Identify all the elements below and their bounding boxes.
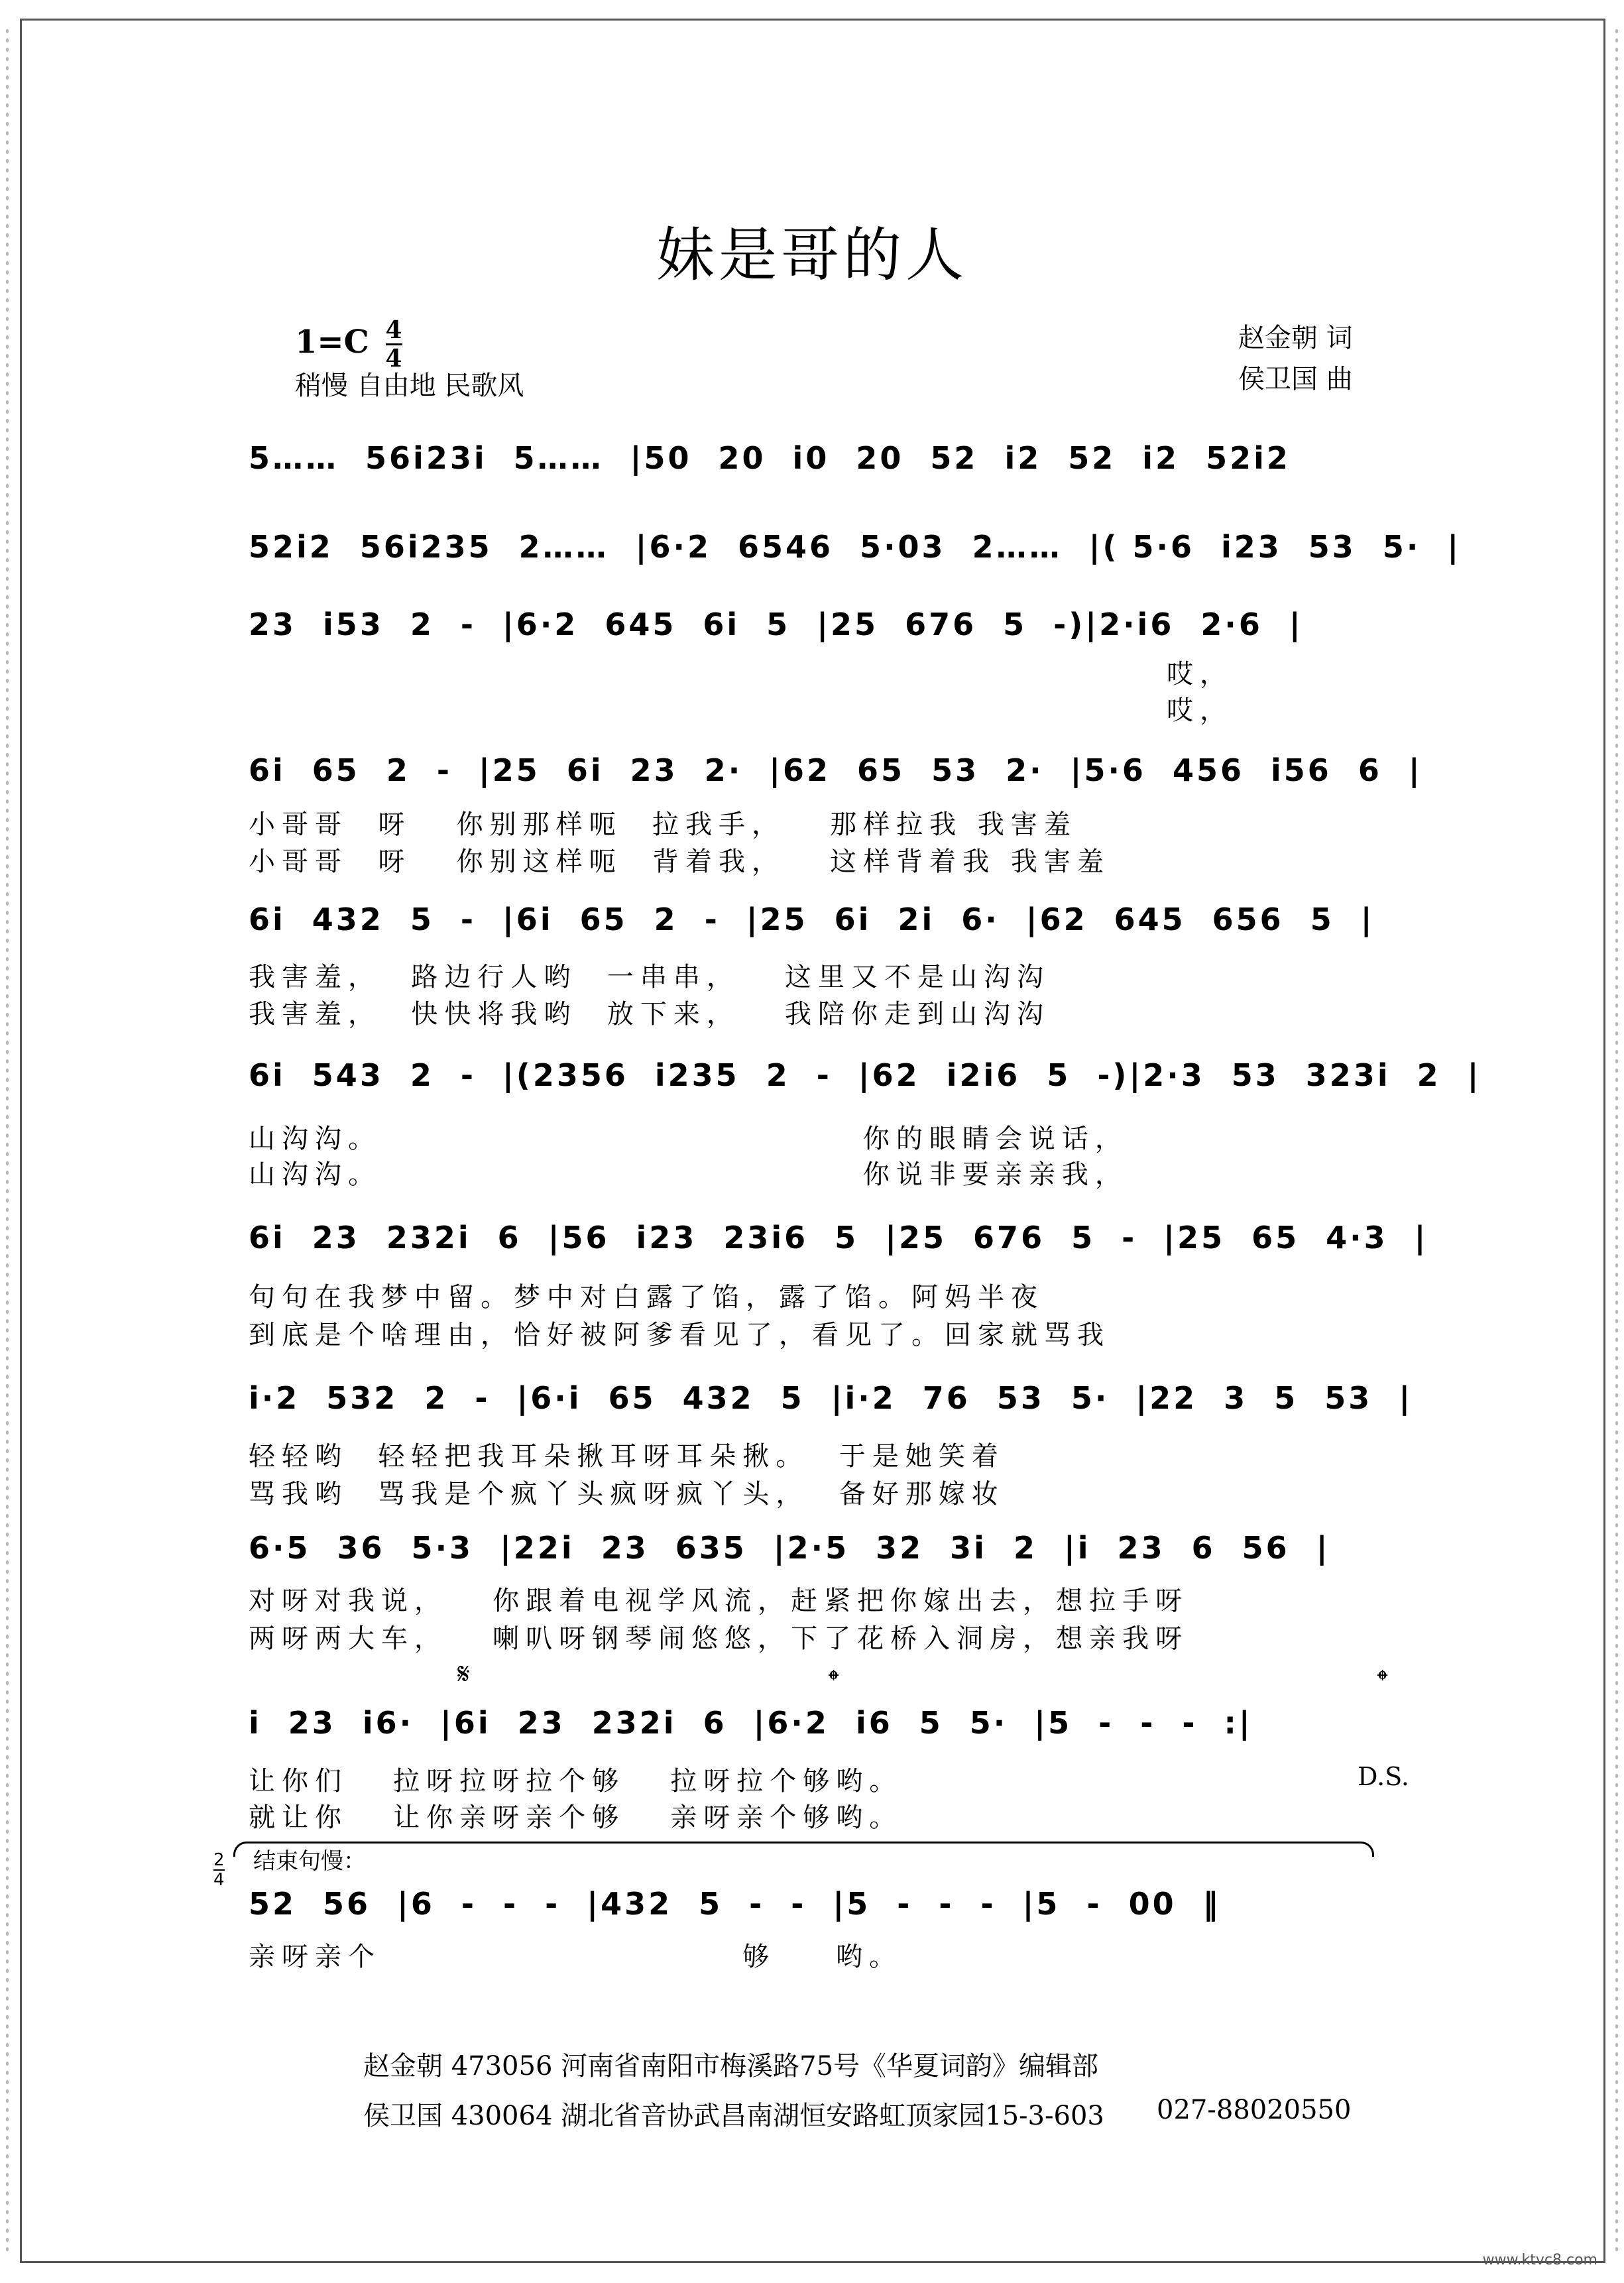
segno-mark: 𝄋 [457, 1657, 470, 1691]
lyric-line-8a: 轻轻哟 轻轻把我耳朵揪耳呀耳朵揪。 于是她笑着 [249, 1441, 1005, 1472]
lyricist-credit: 赵金朝 词 [1238, 323, 1353, 353]
score-line-6: 6i 543 2 - |(2356 i235 2 - |62 i2i6 5 -)|2·3 53 323i 2 | [249, 1057, 1481, 1093]
score-line-10: i 23 i6· |6i 23 232i 6 |6·2 i6 5 5· |5 - - - :| [249, 1705, 1253, 1741]
lyric-line-7b: 到底是个啥理由，恰好被阿爹看见了，看见了。回家就骂我 [249, 1320, 1110, 1350]
lyric-line-4a: 小哥哥 呀 你别那样呃 拉我手， 那样拉我 我害羞 [249, 809, 1077, 840]
score-line-8: i·2 532 2 - |6·i 65 432 5 |i·2 76 53 5· |22 3 5 53 | [249, 1380, 1413, 1416]
score-line-3: 23 i53 2 - |6·2 645 6i 5 |25 676 5 -)|2·i6 2·6 | [249, 607, 1303, 642]
lyric-line-4b: 小哥哥 呀 你别这样呃 背着我， 这样背着我 我害羞 [249, 847, 1110, 877]
lyric-line-9a: 对呀对我说， 你跟着电视学风流，赶紧把你嫁出去，想拉手呀 [249, 1586, 1189, 1616]
ending-ts-bottom: 4 [213, 1870, 225, 1890]
lyric-line-3b: 哎， [1167, 695, 1233, 726]
time-signature-top: 4 [385, 316, 402, 344]
address-line-1: 赵金朝 473056 河南省南阳市梅溪路75号《华夏词韵》编辑部 [363, 2051, 1099, 2081]
right-border-decoration [1613, 27, 1620, 2256]
lyric-line-6a: 山沟沟。 你的眼睛会说话， [249, 1124, 1128, 1154]
lyric-line-5b: 我害羞， 快快将我哟 放下来， 我陪你走到山沟沟 [249, 999, 1051, 1029]
key-label: 1=C [295, 323, 369, 361]
lyric-line-5a: 我害羞， 路边行人哟 一串串， 这里又不是山沟沟 [249, 962, 1051, 992]
ending-ts-top: 2 [213, 1850, 225, 1870]
phone-number: 027-88020550 [1157, 2095, 1352, 2125]
lyric-line-10b: 就让你 让你亲呀亲个够 亲呀亲个够哟。 [249, 1802, 903, 1833]
address-line-2: 侯卫国 430064 湖北省音协武昌南湖恒安路虹顶家园15-3-603 [363, 2101, 1104, 2131]
lyric-line-11: 亲呀亲个 够 哟。 [249, 1942, 903, 1972]
coda-mark-1: 𝄌 [829, 1664, 839, 1698]
lyric-line-10a: 让你们 拉呀拉呀拉个够 拉呀拉个够哟。 [249, 1766, 903, 1796]
lyric-line-8b: 骂我哟 骂我是个疯丫头疯呀疯丫头， 备好那嫁妆 [249, 1479, 1005, 1509]
key-signature [295, 317, 402, 372]
ds-mark: D.S. [1358, 1762, 1409, 1791]
time-signature [386, 317, 402, 372]
lyric-line-3a: 哎， [1167, 659, 1233, 689]
left-border-decoration [4, 27, 11, 2256]
score-line-5: 6i 432 5 - |6i 65 2 - |25 6i 2i 6· |62 645 656 5 | [249, 902, 1375, 937]
ending-time-signature [213, 1851, 225, 1889]
ending-note: 结束句慢： [253, 1848, 366, 1875]
lyric-line-9b: 两呀两大车， 喇叭呀钢琴闹悠悠，下了花桥入洞房，想亲我呀 [249, 1623, 1189, 1654]
score-line-4: 6i 65 2 - |25 6i 23 2· |62 65 53 2· |5·6 456 i56 6 | [249, 752, 1422, 788]
score-line-2: 52i2 56i235 2…… |6·2 6546 5·03 2…… |( 5·6 i23 53 5· | [249, 529, 1462, 565]
score-line-9: 6·5 36 5·3 |22i 23 635 |2·5 32 3i 2 |i 23 6 56 | [249, 1530, 1330, 1566]
coda-mark-2: 𝄌 [1377, 1664, 1388, 1698]
watermark: www.ktvc8.com [1482, 2252, 1597, 2268]
lyric-line-7a: 句句在我梦中留。梦中对白露了馅，露了馅。阿妈半夜 [249, 1282, 1044, 1313]
composer-credit: 侯卫国 曲 [1238, 364, 1353, 394]
tempo-marking: 稍慢 自由地 民歌风 [295, 371, 524, 401]
time-signature-bottom: 4 [385, 345, 402, 373]
song-title: 妹是哥的人 [656, 221, 968, 289]
score-line-11: 52 56 |6 - - - |432 5 - - |5 - - - |5 - 00 ‖ [249, 1886, 1221, 1922]
lyric-line-6b: 山沟沟。 你说非要亲亲我， [249, 1159, 1128, 1190]
score-line-7: 6i 23 232i 6 |56 i23 23i6 5 |25 676 5 - |25 65 4·3 | [249, 1220, 1428, 1256]
ending-bracket [233, 1842, 1374, 1857]
score-line-1: 5…… 56i23i 5…… |50 20 i0 20 52 i2 52 i2 52i2 [249, 440, 1291, 476]
